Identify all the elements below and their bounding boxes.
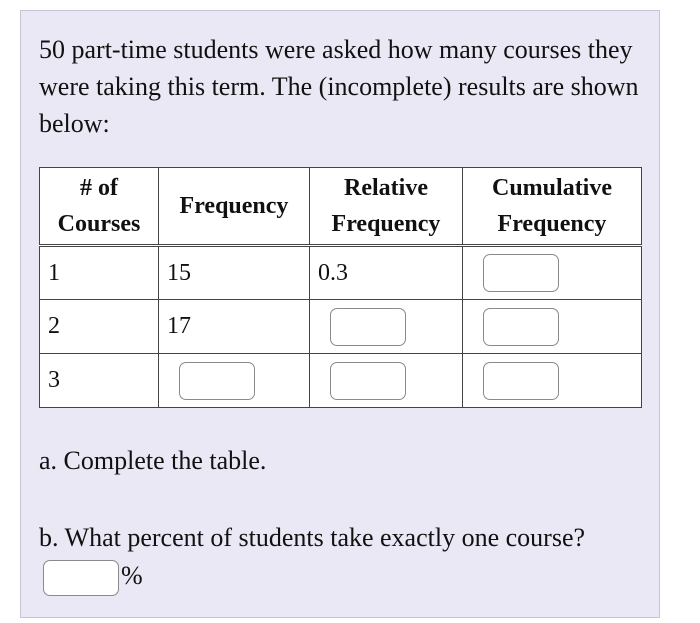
header-cumulative-frequency: Cumulative Frequency bbox=[463, 168, 642, 246]
percent-input[interactable] bbox=[43, 560, 119, 596]
table-row bbox=[40, 246, 642, 300]
relative-frequency-cell bbox=[310, 354, 463, 408]
cumulative-frequency-input-row-1[interactable] bbox=[483, 254, 559, 292]
question-prompt: 50 part-time students were asked how many courses they were taking this term. The (incomplete) results are shown below: bbox=[39, 35, 639, 138]
frequency-cell bbox=[159, 354, 310, 408]
table-row bbox=[40, 300, 642, 354]
courses-cell: 3 bbox=[40, 354, 159, 408]
question-b-text: b. What percent of students take exactly one course? bbox=[39, 523, 586, 552]
frequency-table bbox=[39, 167, 642, 408]
frequency-cell: 17 bbox=[159, 300, 310, 354]
header-frequency: Frequency bbox=[159, 168, 310, 246]
relative-frequency-cell: 0.3 bbox=[310, 246, 463, 300]
relative-frequency-cell bbox=[310, 300, 463, 354]
table-row bbox=[40, 354, 642, 408]
percent-suffix: % bbox=[121, 561, 143, 590]
cumulative-frequency-cell bbox=[463, 246, 642, 300]
frequency-input-row-3[interactable] bbox=[179, 362, 255, 400]
relative-frequency-input-row-3[interactable] bbox=[330, 362, 406, 400]
courses-cell: 2 bbox=[40, 300, 159, 354]
cumulative-frequency-input-row-2[interactable] bbox=[483, 308, 559, 346]
cumulative-frequency-cell bbox=[463, 354, 642, 408]
question-panel bbox=[20, 10, 660, 618]
question-b bbox=[39, 519, 639, 596]
question-a: a. Complete the table. bbox=[39, 446, 267, 475]
courses-cell: 1 bbox=[40, 246, 159, 300]
frequency-cell: 15 bbox=[159, 246, 310, 300]
cumulative-frequency-input-row-3[interactable] bbox=[483, 362, 559, 400]
relative-frequency-input-row-2[interactable] bbox=[330, 308, 406, 346]
header-courses: # of Courses bbox=[40, 168, 159, 246]
cumulative-frequency-cell bbox=[463, 300, 642, 354]
header-relative-frequency: Relative Frequency bbox=[310, 168, 463, 246]
table-header-row bbox=[40, 168, 642, 246]
